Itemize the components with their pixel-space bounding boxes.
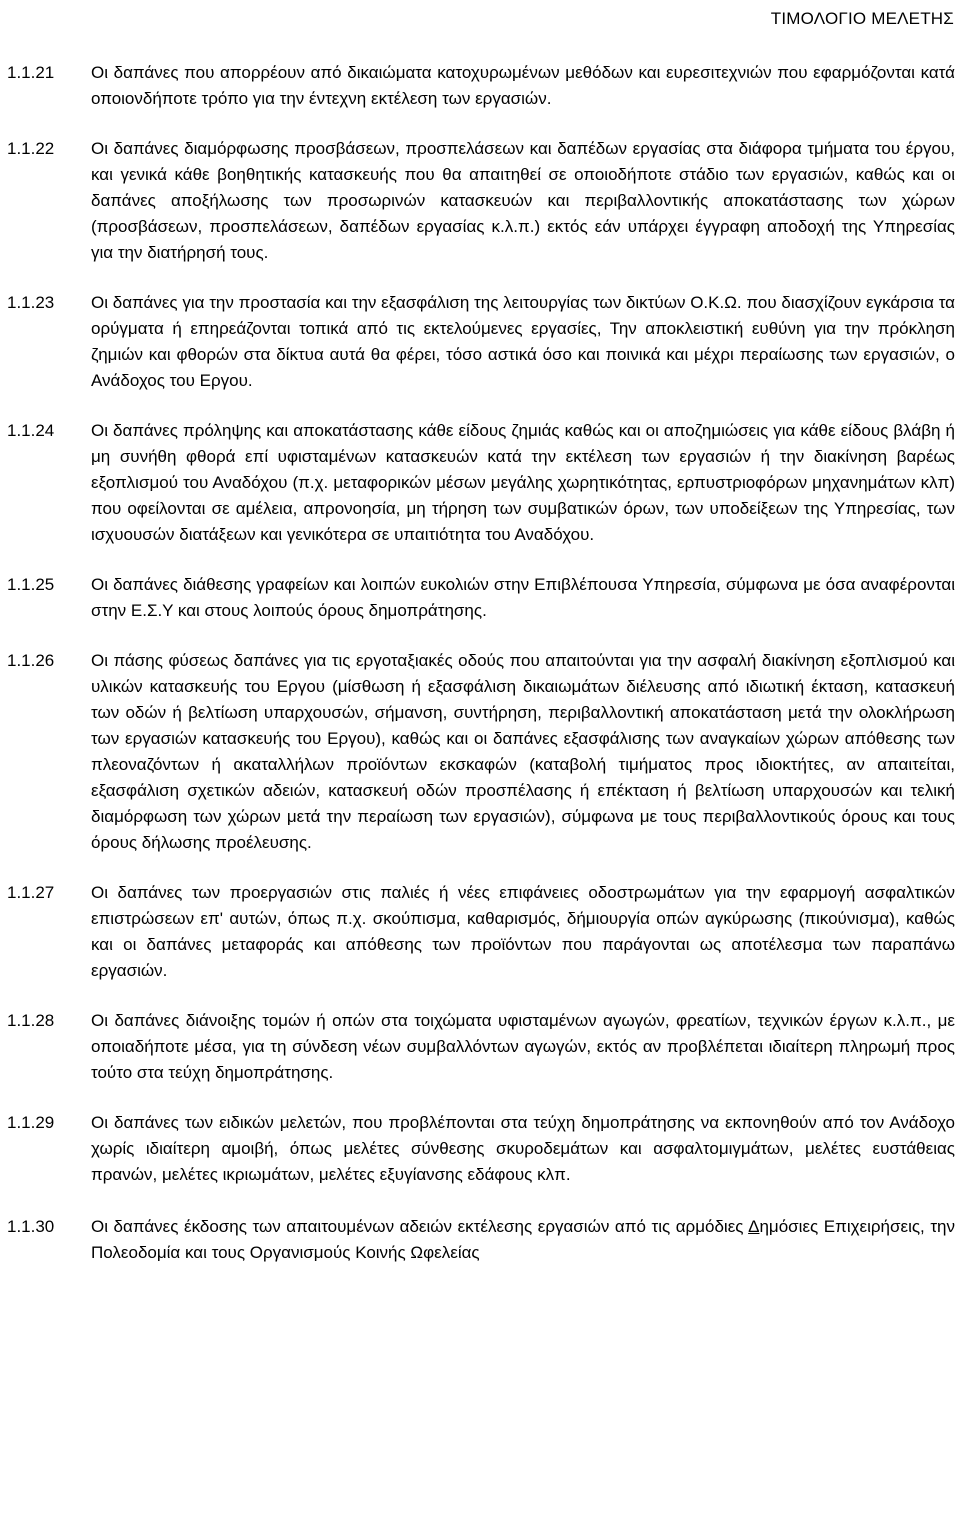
clause-number: 1.1.25 <box>7 575 55 594</box>
clause-1-1-23 <box>7 290 955 394</box>
clause-number: 1.1.21 <box>7 63 55 82</box>
clause-number: 1.1.23 <box>7 293 55 312</box>
clause-text: Οι πάσης φύσεως δαπάνες για τις εργοταξιακές οδούς που απαιτούνται για την ασφαλή διακίνηση εξοπλισμού και υλικών κατασκευής του Εργου (μίσθωση ή εξασφάλιση δικαιωμάτων διέλευσης από ιδιωτική έκταση, κατασκευή των οδών ή βελτίωση υπαρχουσών, σήμανση, συντήρηση, περιβαλλοντική αποκατάσταση μετά την ολοκλήρωση των εργασιών κατασκευής του Εργου), καθώς και οι δαπάνες εξασφάλισης των αναγκαίων χώρων απόθεσης των πλεοναζόντων ή ακαταλλήλων προϊόντων εκσκαφών (καταβολή τιμήματος προς ιδιοκτήτες, αν απαιτείται, εξασφάλιση σχετικών αδειών, κατασκευή οδών προσπέλασης ή επέκταση ή βελτίωση υπαρχουσών και τελική διαμόρφωση των χώρων μετά την περαίωση των εργασιών), σύμφωνα με τους περιβαλλοντικούς όρους και τους όρους δήλωσης προέλευσης. <box>91 651 955 852</box>
clause-number: 1.1.29 <box>7 1113 55 1132</box>
clause-text: Οι δαπάνες διάθεσης γραφείων και λοιπών ευκολιών στην Επιβλέπουσα Υπηρεσία, σύμφωνα με όσα αναφέρονται στην Ε.Σ.Υ και στους λοιπούς όρους δημοπράτησης. <box>91 575 955 620</box>
clause-text: Οι δαπάνες για την προστασία και την εξασφάλιση της λειτουργίας των δικτύων Ο.Κ.Ω. που διασχίζουν εγκάρσια τα ορύγματα ή επηρεάζονται τοπικά από τις εκτελούμενες εργασίες, Την αποκλειστική ευθύνη για την πρόκληση ζημιών και φθορών στα δίκτυα αυτά θα φέρει, τόσο αστικά όσο και ποινικά και μέχρι περαίωσης των εργασιών, ο Ανάδοχος του Εργου. <box>91 293 955 390</box>
underlined-letter: Δ <box>748 1217 760 1236</box>
clause-text: Οι δαπάνες των ειδικών μελετών, που προβλέπονται στα τεύχη δημοπράτησης να εκπονηθούν από τον Ανάδοχο χωρίς ιδιαίτερη αμοιβή, όπως μελέτες σύνθεσης σκυροδεμάτων και ασφαλτομιγμάτων, μελέτες ευστάθειας πρανών, μελέτες ικριωμάτων, μελέτες εξυγίανσης εδάφους κλπ. <box>91 1113 955 1184</box>
clause-text-part: ημόσιες Επιχειρήσεις, την Πολεοδομία και τους Οργανισμούς Κοινής Ωφελείας <box>91 1217 956 1262</box>
clause-1-1-26 <box>7 648 955 856</box>
clause-1-1-21 <box>7 60 955 112</box>
clause-1-1-28 <box>7 1008 955 1086</box>
clause-text: Οι δαπάνες που απορρέουν από δικαιώματα κατοχυρωμένων μεθόδων και ευρεσιτεχνιών που εφαρμόζονται κατά οποιονδήποτε τρόπο για την έντεχνη εκτέλεση των εργασιών. <box>91 63 955 108</box>
clause-number: 1.1.26 <box>7 651 55 670</box>
clause-number: 1.1.28 <box>7 1011 55 1030</box>
clause-1-1-30 <box>7 1214 955 1266</box>
clause-text: Οι δαπάνες των προεργασιών στις παλιές ή νέες επιφάνειες οδοστρωμάτων για την εφαρμογή ασφαλτικών επιστρώσεων επ' αυτών, όπως π.χ. σκούπισμα, καθαρισμός, δήμιουργία οπών αγκύρωσης (πικούνισμα), καθώς και οι δαπάνες μεταφοράς και απόθεσης των προϊόντων που παράγονται ως αποτέλεσμα των παραπάνω εργασιών. <box>91 883 955 980</box>
page-header-title: ΤΙΜΟΛΟΓΙΟ ΜΕΛΕΤΗΣ <box>770 9 954 28</box>
clause-text: Οι δαπάνες διάνοιξης τομών ή οπών στα τοιχώματα υφισταμένων αγωγών, φρεατίων, τεχνικών έργων κ.λ.π., με οποιαδήποτε μέσα, για τη σύνδεση νέων συμβαλλόντων αγωγών, εκτός αν προβλέπεται ιδιαίτερη πληρωμή προς τούτο στα τεύχη δημοπράτησης. <box>91 1011 955 1082</box>
clause-1-1-27 <box>7 880 955 984</box>
clause-number: 1.1.30 <box>7 1217 55 1236</box>
clause-1-1-22 <box>7 136 955 266</box>
clause-number: 1.1.22 <box>7 139 55 158</box>
clause-1-1-25 <box>7 572 955 624</box>
clause-1-1-29 <box>7 1110 955 1188</box>
clause-number: 1.1.24 <box>7 421 55 440</box>
document-body <box>7 60 955 1266</box>
clause-text: Οι δαπάνες πρόληψης και αποκατάστασης κάθε είδους ζημιάς καθώς και οι αποζημιώσεις για κάθε είδους βλάβη ή μη συνήθη φθορά επί υφισταμένων κατασκευών κατά την εκτέλεση των εργασιών ή την διακίνηση βαρέως εξοπλισμού του Αναδόχου (π.χ. μεταφορικών μέσων μεγάλης χωρητικότητας, ερπυστριοφόρων μηχανημάτων κλπ) που οφείλονται σε αμέλεια, απρονοησία, μη τήρηση των συμβατικών όρων, των υποδείξεων της Υπηρεσίας, των ισχυουσών διατάξεων και γενικότερα σε υπαιτιότητα του Αναδόχου. <box>91 421 955 544</box>
clause-text-part: Οι δαπάνες έκδοσης των απαιτουμένων αδειών εκτέλεσης εργασιών από τις αρμόδιες <box>91 1217 744 1236</box>
clause-text: Οι δαπάνες διαμόρφωσης προσβάσεων, προσπελάσεων και δαπέδων εργασίας στα διάφορα τμήματα του έργου, και γενικά κάθε βοηθητικής κατασκευής που θα απαιτηθεί σε οποιοδήποτε στάδιο των εργασιών, καθώς και οι δαπάνες αποξήλωσης των προσωρινών κατασκευών και περιβαλλοντικής αποκατάστασης των χώρων (προσβάσεων, προσπελάσεων, δαπέδων εργασίας κ.λ.π.) εκτός εάν υπάρχει έγγραφη αποδοχή της Υπηρεσίας για την διατήρησή τους. <box>91 139 955 262</box>
clause-number: 1.1.27 <box>7 883 55 902</box>
clause-text <box>91 1214 955 1266</box>
clause-1-1-24 <box>7 418 955 548</box>
